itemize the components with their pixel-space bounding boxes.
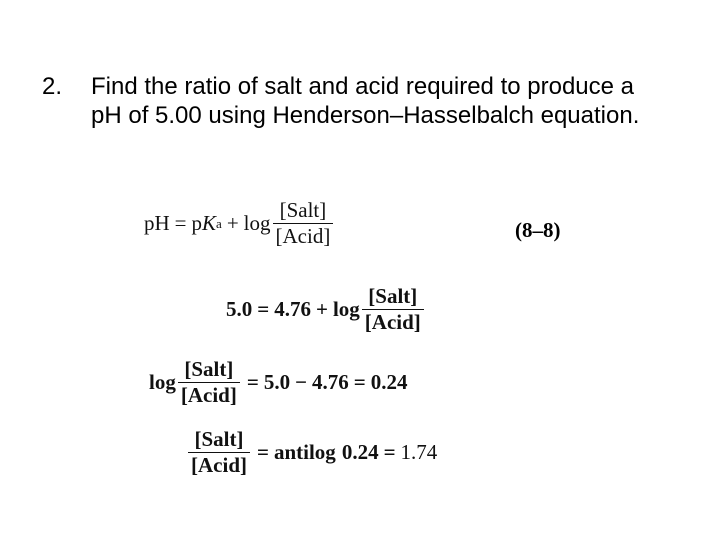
eq1-k-subscript: a	[216, 215, 222, 231]
eq3-result: 0.24	[370, 370, 408, 394]
question-number: 2.	[42, 73, 63, 100]
eq4-numerator: [Salt]	[194, 427, 244, 451]
equation-henderson-hasselbalch	[144, 200, 335, 247]
eq4-fraction	[188, 429, 250, 476]
eq2-plus: +	[315, 297, 328, 321]
eq4-antilog: antilog	[273, 440, 336, 464]
eq3-pka-value: 4.76	[312, 370, 349, 394]
eq1-k: K	[202, 211, 217, 235]
eq1-equals: =	[174, 211, 187, 235]
eq1-p: p	[191, 211, 203, 235]
eq3-equals: =	[246, 370, 259, 394]
eq2-numerator: [Salt]	[368, 284, 418, 308]
eq1-plus: +	[226, 211, 239, 235]
eq1-log: log	[243, 211, 271, 235]
eq4-denominator: [Acid]	[188, 452, 250, 476]
eq2-equals: =	[257, 297, 270, 321]
eq2-fraction	[362, 286, 424, 333]
eq3-minus: −	[295, 370, 308, 394]
eq1-denominator: [Acid]	[273, 223, 334, 247]
eq4-argument: 0.24	[341, 440, 379, 464]
eq3-numerator: [Salt]	[184, 357, 234, 381]
equation-number-tag: (8–8)	[515, 218, 561, 242]
eq2-pka-value: 4.76	[274, 297, 311, 321]
equation-log-ratio	[149, 359, 408, 406]
eq4-equals: =	[257, 440, 269, 464]
eq3-log: log	[149, 370, 176, 394]
eq3-equals-2: =	[353, 370, 366, 394]
eq2-log: log	[332, 297, 360, 321]
equation-antilog-ratio	[186, 429, 437, 476]
eq4-equals-2: =	[383, 440, 396, 464]
eq1-lhs: pH	[144, 211, 170, 235]
eq4-result: 1.74	[400, 440, 438, 464]
equation-substitution	[226, 286, 426, 333]
eq1-fraction	[273, 200, 334, 247]
question-text: Find the ratio of salt and acid required to produce a pH of 5.00 using Henderson–Hasselbalch equation.	[91, 73, 640, 129]
eq2-denominator: [Acid]	[362, 309, 424, 333]
eq3-ph-value: 5.0	[263, 370, 291, 394]
eq1-numerator: [Salt]	[279, 198, 327, 222]
eq2-lhs: 5.0	[226, 297, 253, 321]
eq3-fraction	[178, 359, 240, 406]
eq3-denominator: [Acid]	[178, 382, 240, 406]
